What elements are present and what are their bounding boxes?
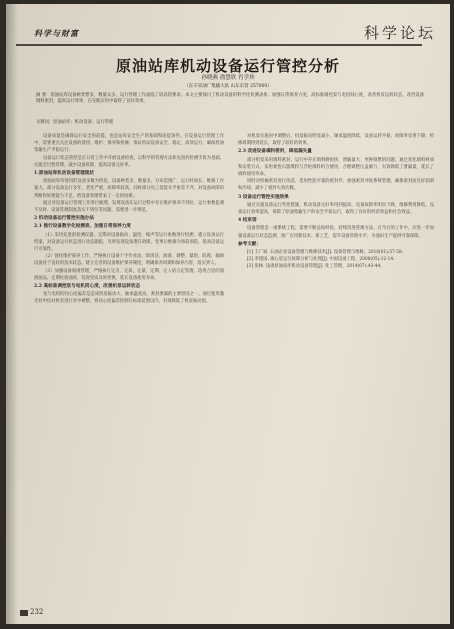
- article-keywords: 关键词：原油站库；机动设备；运行管理: [36, 120, 114, 125]
- body-paragraph: 设备质量是确保运行安全的前提，也是站库安全生产的基础和前提条件。在设备运行管理工作中，需要重点关注设备的使用、维护、保养和检修，保证机动设备安全、稳定、高效运行，确保原油集输生产平稳运行。: [34, 134, 224, 154]
- section-heading: 2 机动设备运行管控实施办法: [34, 216, 94, 222]
- section-heading: 1.原油站库机动设备管理现状: [34, 171, 94, 177]
- page-number: 232: [30, 608, 44, 616]
- body-paragraph: 部分机泵采用填料密封，运行中存在填料磨损快、泄漏量大、更换频繁的问题。通过优化填料材质和安装方式，采用柔性石墨填料与芳纶填料组合使用，合理调整压盖紧力，有效降低了泄漏量，延长了填料使用寿命。: [238, 157, 434, 178]
- section-heading: 2.2 高标准调控泵与电机同心度，改善机泵运转状态: [34, 284, 141, 290]
- body-paragraph: 对机泵实施对中调整后，机泵振动明显减小，轴承温度降低，设备运转平稳，故障率显著下降，检修周期得到延长，取得了较好的效果。: [238, 134, 434, 147]
- running-header: [6, 4, 450, 48]
- body-paragraph: （3）加强设备润滑管理，严格执行定点、定质、定量、定期、定人的五定管理，选用合适的润滑油品，定期化验油质，发现变质及时更换，延长设备使用寿命。: [34, 268, 224, 281]
- page-number-mark: [20, 610, 28, 616]
- section-heading: 3 设备运行管控实施效果: [238, 194, 289, 200]
- magazine-name: 科学与财富: [34, 28, 79, 38]
- body-paragraph: （2）强化维护保养工作，严格执行设备十字作业法，即清洁、润滑、调整、紧固、防腐，确保设备处于良好的技术状态。建立完善的设备维护保养制度，明确保养周期和保养内容，落实到人。: [34, 254, 224, 267]
- body-paragraph: 泵与电机的同心度偏差是造成机泵振动大、轴承温度高、密封泄漏的主要原因之一。通过使用激光对中仪对机泵进行对中调整，将同心度偏差控制在标准范围以内，有效降低了机泵振动值。: [34, 292, 224, 305]
- body-paragraph: （1）采用先进的检测仪器，定期对设备振动、温度、噪声等运行参数进行检测，建立设备运行档案，对设备运行状态进行动态跟踪，及时发现设备潜在故障，变事后维修为事前预防，提高设备运行可靠性。: [34, 232, 224, 253]
- body-paragraph: [2] 李建国. 离心泵运行故障分析与处理[J]. 中国设备工程，2008(05):12-14.: [247, 257, 395, 263]
- body-paragraph: 同时对机械密封进行改造，选用性能可靠的密封件，加强密封冲洗系统管理，确保密封面良好润滑和冷却，减少了密封失效次数。: [238, 179, 434, 192]
- section-title: 科学论坛: [363, 24, 436, 42]
- body-paragraph: 通过对设备运行管理工作进行梳理，发现设备在运行过程中存在维护保养不到位、运行参数监测不及时、设备管理制度落实不到位等问题，需要进一步规范。: [34, 200, 224, 214]
- body-paragraph: [3] 张林. 浅谈原油站库机动设备管理[J]. 化工管理，2014(07):43-44.: [247, 264, 382, 270]
- section-heading: 2.3 改进设备填料密封，降低漏失量: [238, 149, 312, 155]
- body-paragraph: 原油站库所使用的设备多数为机泵，设备种类多、数量多，分布范围广，运行时间长，维修工作量大。部分设备运行多年，老化严重，故障率较高，同时部分员工技能水平参差不齐，对设备故障的判断和处理能力不足，给设备管理带来了一定的困难。: [34, 179, 224, 199]
- page-edge-shadow: [6, 4, 18, 624]
- left-column: [34, 133, 224, 306]
- body-paragraph: 设备运行状态管控是在日常工作中开展设备检查，以科学的管理方法和先进的检测手段为基础，实施全过程管理，减少设备故障，提高设备完好率。: [34, 155, 224, 168]
- section-heading: 2.1 推行设备数字化检测表，加强日常保养力度: [34, 224, 131, 230]
- article-affiliation: （东辛采油厂集输大队 山东东营 257000）: [184, 84, 272, 89]
- body-paragraph: 设备管理是一项系统工程，需要不断总结经验，持续改进管理方法。在今后的工作中，应进一步加强设备运行状态监测，推广应用新技术、新工艺，提升设备管理水平，为油田生产提供可靠保障。: [238, 226, 434, 239]
- section-heading: 4 结束语: [238, 218, 257, 224]
- body-paragraph: 通过实施设备运行管控措施，机动设备完好率得到提高，设备故障率明显下降，维修费用降低，设备运行效率提高，保障了原油集输生产的安全平稳运行，取得了良好的经济效益和社会效益。: [238, 202, 434, 216]
- article-title: 原油站库机动设备运行管控分析: [115, 57, 340, 75]
- header-rule: [16, 44, 422, 46]
- section-heading: 参考文献：: [238, 241, 261, 247]
- right-column: [238, 133, 434, 271]
- body-paragraph: [1] 王广斌. 石油企业设备管理与维修技术[J]. 设备管理与维修，2016(01):57-58.: [247, 250, 404, 256]
- journal-page: [6, 4, 450, 624]
- article-authors: 孙晓燕 俞慧欣 肖学珍: [201, 75, 255, 81]
- article-abstract: 摘 要：原油站库设备种类繁多，数量众多，运行管理工作面临了较高的要求。本文主要探讨了机动设备的科学化检测表体，加强日常保养力度，高标准调控泵与电机间心度，改善机泵运转状态，改进设备填料密封，提高运行效率，在实践应用中取得了良好效果。: [36, 93, 424, 105]
